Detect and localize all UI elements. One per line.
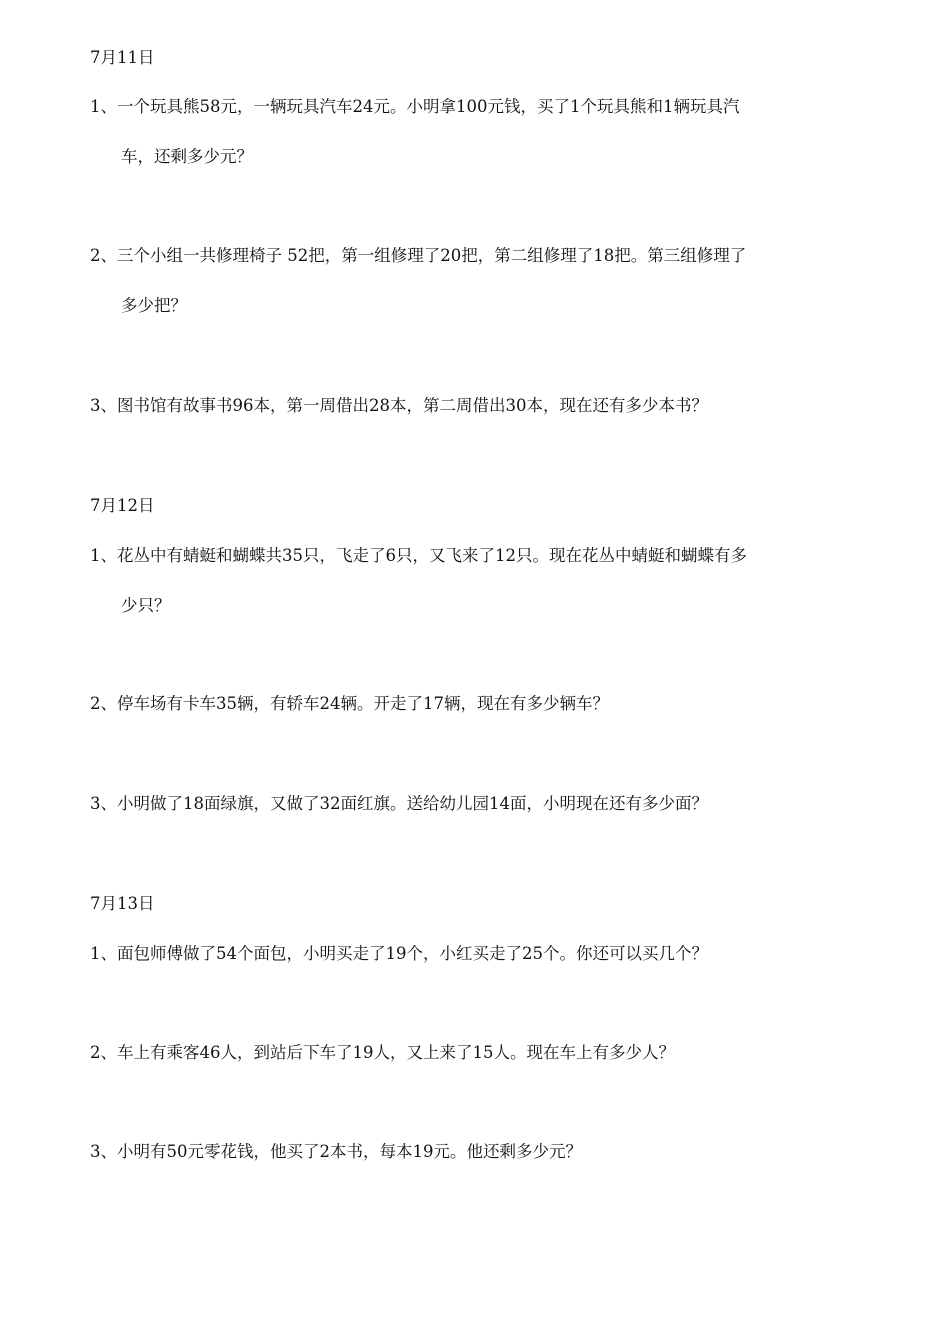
date-heading-july-12: 7月12日 [90,496,155,515]
problem-2-line-1: 2、停车场有卡车35辆，有轿车24辆。开走了17辆，现在有多少辆车？ [90,694,609,713]
problem-2-line-2: 多少把？ [121,296,187,315]
problem-2-line-1: 2、三个小组一共修理椅子 52把，第一组修理了20把，第二组修理了18把。第三组修理了 [90,246,747,265]
problem-2-line-1: 2、车上有乘客46人，到站后下车了19人，又上来了15人。现在车上有多少人？ [90,1043,675,1062]
problem-3-line-1: 3、小明有50元零花钱，他买了2本书，每本19元。他还剩多少元？ [90,1142,582,1161]
problem-1-line-2: 少只？ [121,596,171,615]
problem-1-line-2: 车，还剩多少元？ [121,147,253,166]
problem-1-line-1: 1、一个玩具熊58元，一辆玩具汽车24元。小明拿100元钱，买了1个玩具熊和1辆玩具汽 [90,97,740,116]
problem-3-line-1: 3、小明做了18面绿旗，又做了32面红旗。送给幼儿园14面，小明现在还有多少面？ [90,794,708,813]
problem-1-line-1: 1、面包师傅做了54个面包，小明买走了19个，小红买走了25个。你还可以买几个？ [90,944,708,963]
date-heading-july-11: 7月11日 [90,48,155,67]
date-heading-july-13: 7月13日 [90,894,155,913]
problem-3-line-1: 3、图书馆有故事书96本，第一周借出28本，第二周借出30本，现在还有多少本书？ [90,396,708,415]
problem-1-line-1: 1、花丛中有蜻蜓和蝴蝶共35只，飞走了6只，又飞来了12只。现在花丛中蜻蜓和蝴蝶有多 [90,546,747,565]
